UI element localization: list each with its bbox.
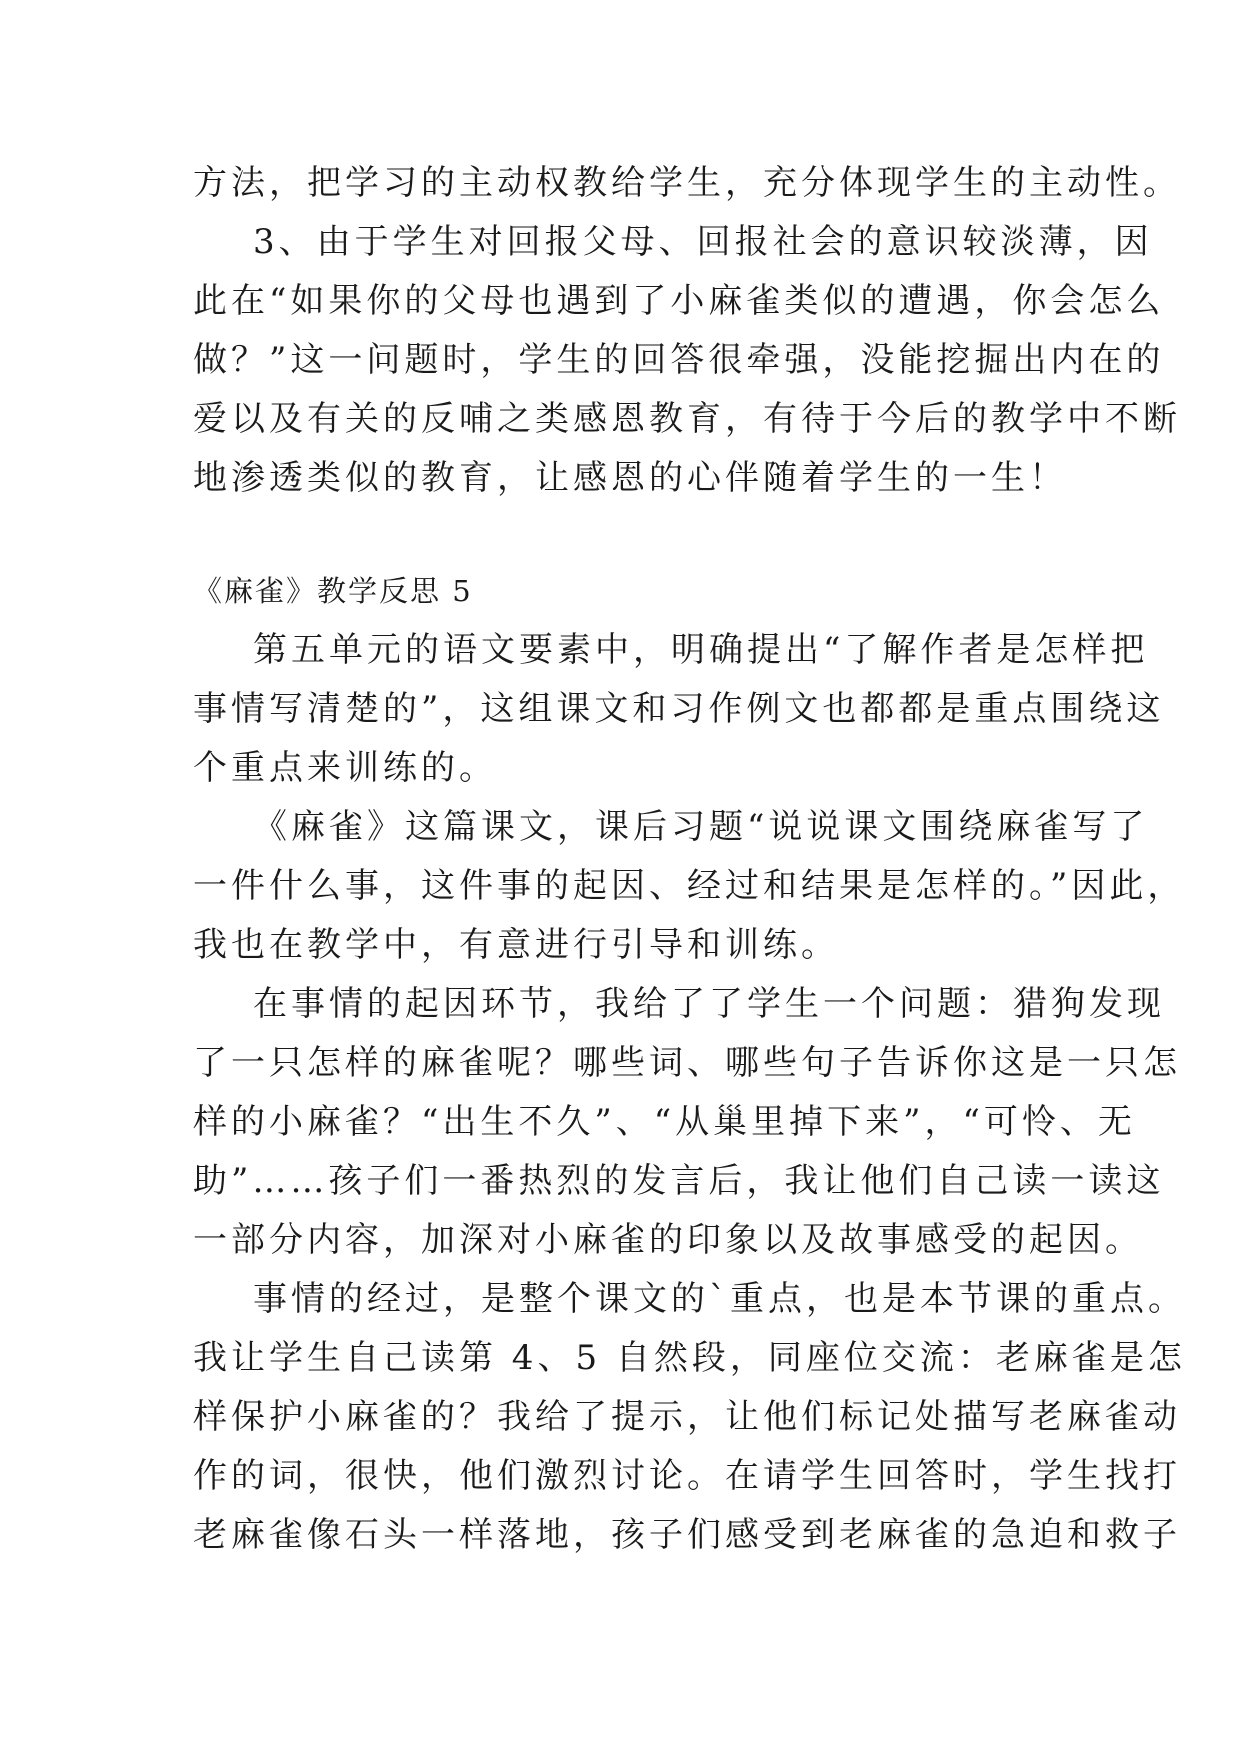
text-line: 我也在教学中，有意进行引导和训练。 xyxy=(193,925,839,965)
text-line: 老麻雀像石头一样落地，孩子们感受到老麻雀的急迫和救子 xyxy=(193,1515,1181,1555)
text-line: 第五单元的语文要素中，明确提出“了解作者是怎样把 xyxy=(253,630,1149,670)
text-line: 了一只怎样的麻雀呢？哪些词、哪些句子告诉你这是一只怎 xyxy=(193,1043,1181,1083)
text-line: 一部分内容，加深对小麻雀的印象以及故事感受的起因。 xyxy=(193,1220,1143,1260)
text-line: 助”……孩子们一番热烈的发言后，我让他们自己读一读这 xyxy=(193,1161,1165,1201)
text-line: 做？”这一问题时，学生的回答很牵强，没能挖掘出内在的 xyxy=(193,340,1165,380)
text-line: 方法，把学习的主动权教给学生，充分体现学生的主动性。 xyxy=(193,163,1181,203)
text-line: 我让学生自己读第 4、5 自然段，同座位交流：老麻雀是怎 xyxy=(193,1338,1186,1378)
text-line: 《麻雀》这篇课文，课后习题“说说课文围绕麻雀写了 xyxy=(253,807,1149,847)
text-line: 在事情的起因环节，我给了了学生一个问题：猎狗发现 xyxy=(253,984,1165,1024)
text-line: 爱以及有关的反哺之类感恩教育，有待于今后的教学中不断 xyxy=(193,399,1181,439)
text-line: 个重点来训练的。 xyxy=(193,748,497,788)
text-line: 事情写清楚的”，这组课文和习作例文也都都是重点围绕这 xyxy=(193,689,1165,729)
text-line: 此在“如果你的父母也遇到了小麻雀类似的遭遇，你会怎么 xyxy=(193,281,1165,321)
text-line: 一件什么事，这件事的起因、经过和结果是怎样的。”因此， xyxy=(193,866,1186,906)
section-heading: 《麻雀》教学反思 5 xyxy=(193,574,473,608)
text-line: 样的小麻雀？“出生不久”、“从巢里掉下来”，“可怜、无 xyxy=(193,1102,1136,1142)
text-line: 3、由于学生对回报父母、回报社会的意识较淡薄，因 xyxy=(253,222,1153,262)
text-line: 样保护小麻雀的？我给了提示，让他们标记处描写老麻雀动 xyxy=(193,1397,1181,1437)
text-line: 作的词，很快，他们激烈讨论。在请学生回答时，学生找打 xyxy=(193,1456,1181,1496)
text-line: 地渗透类似的教育，让感恩的心伴随着学生的一生！ xyxy=(193,458,1067,498)
text-line: 事情的经过，是整个课文的`重点，也是本节课的重点。 xyxy=(253,1279,1186,1319)
